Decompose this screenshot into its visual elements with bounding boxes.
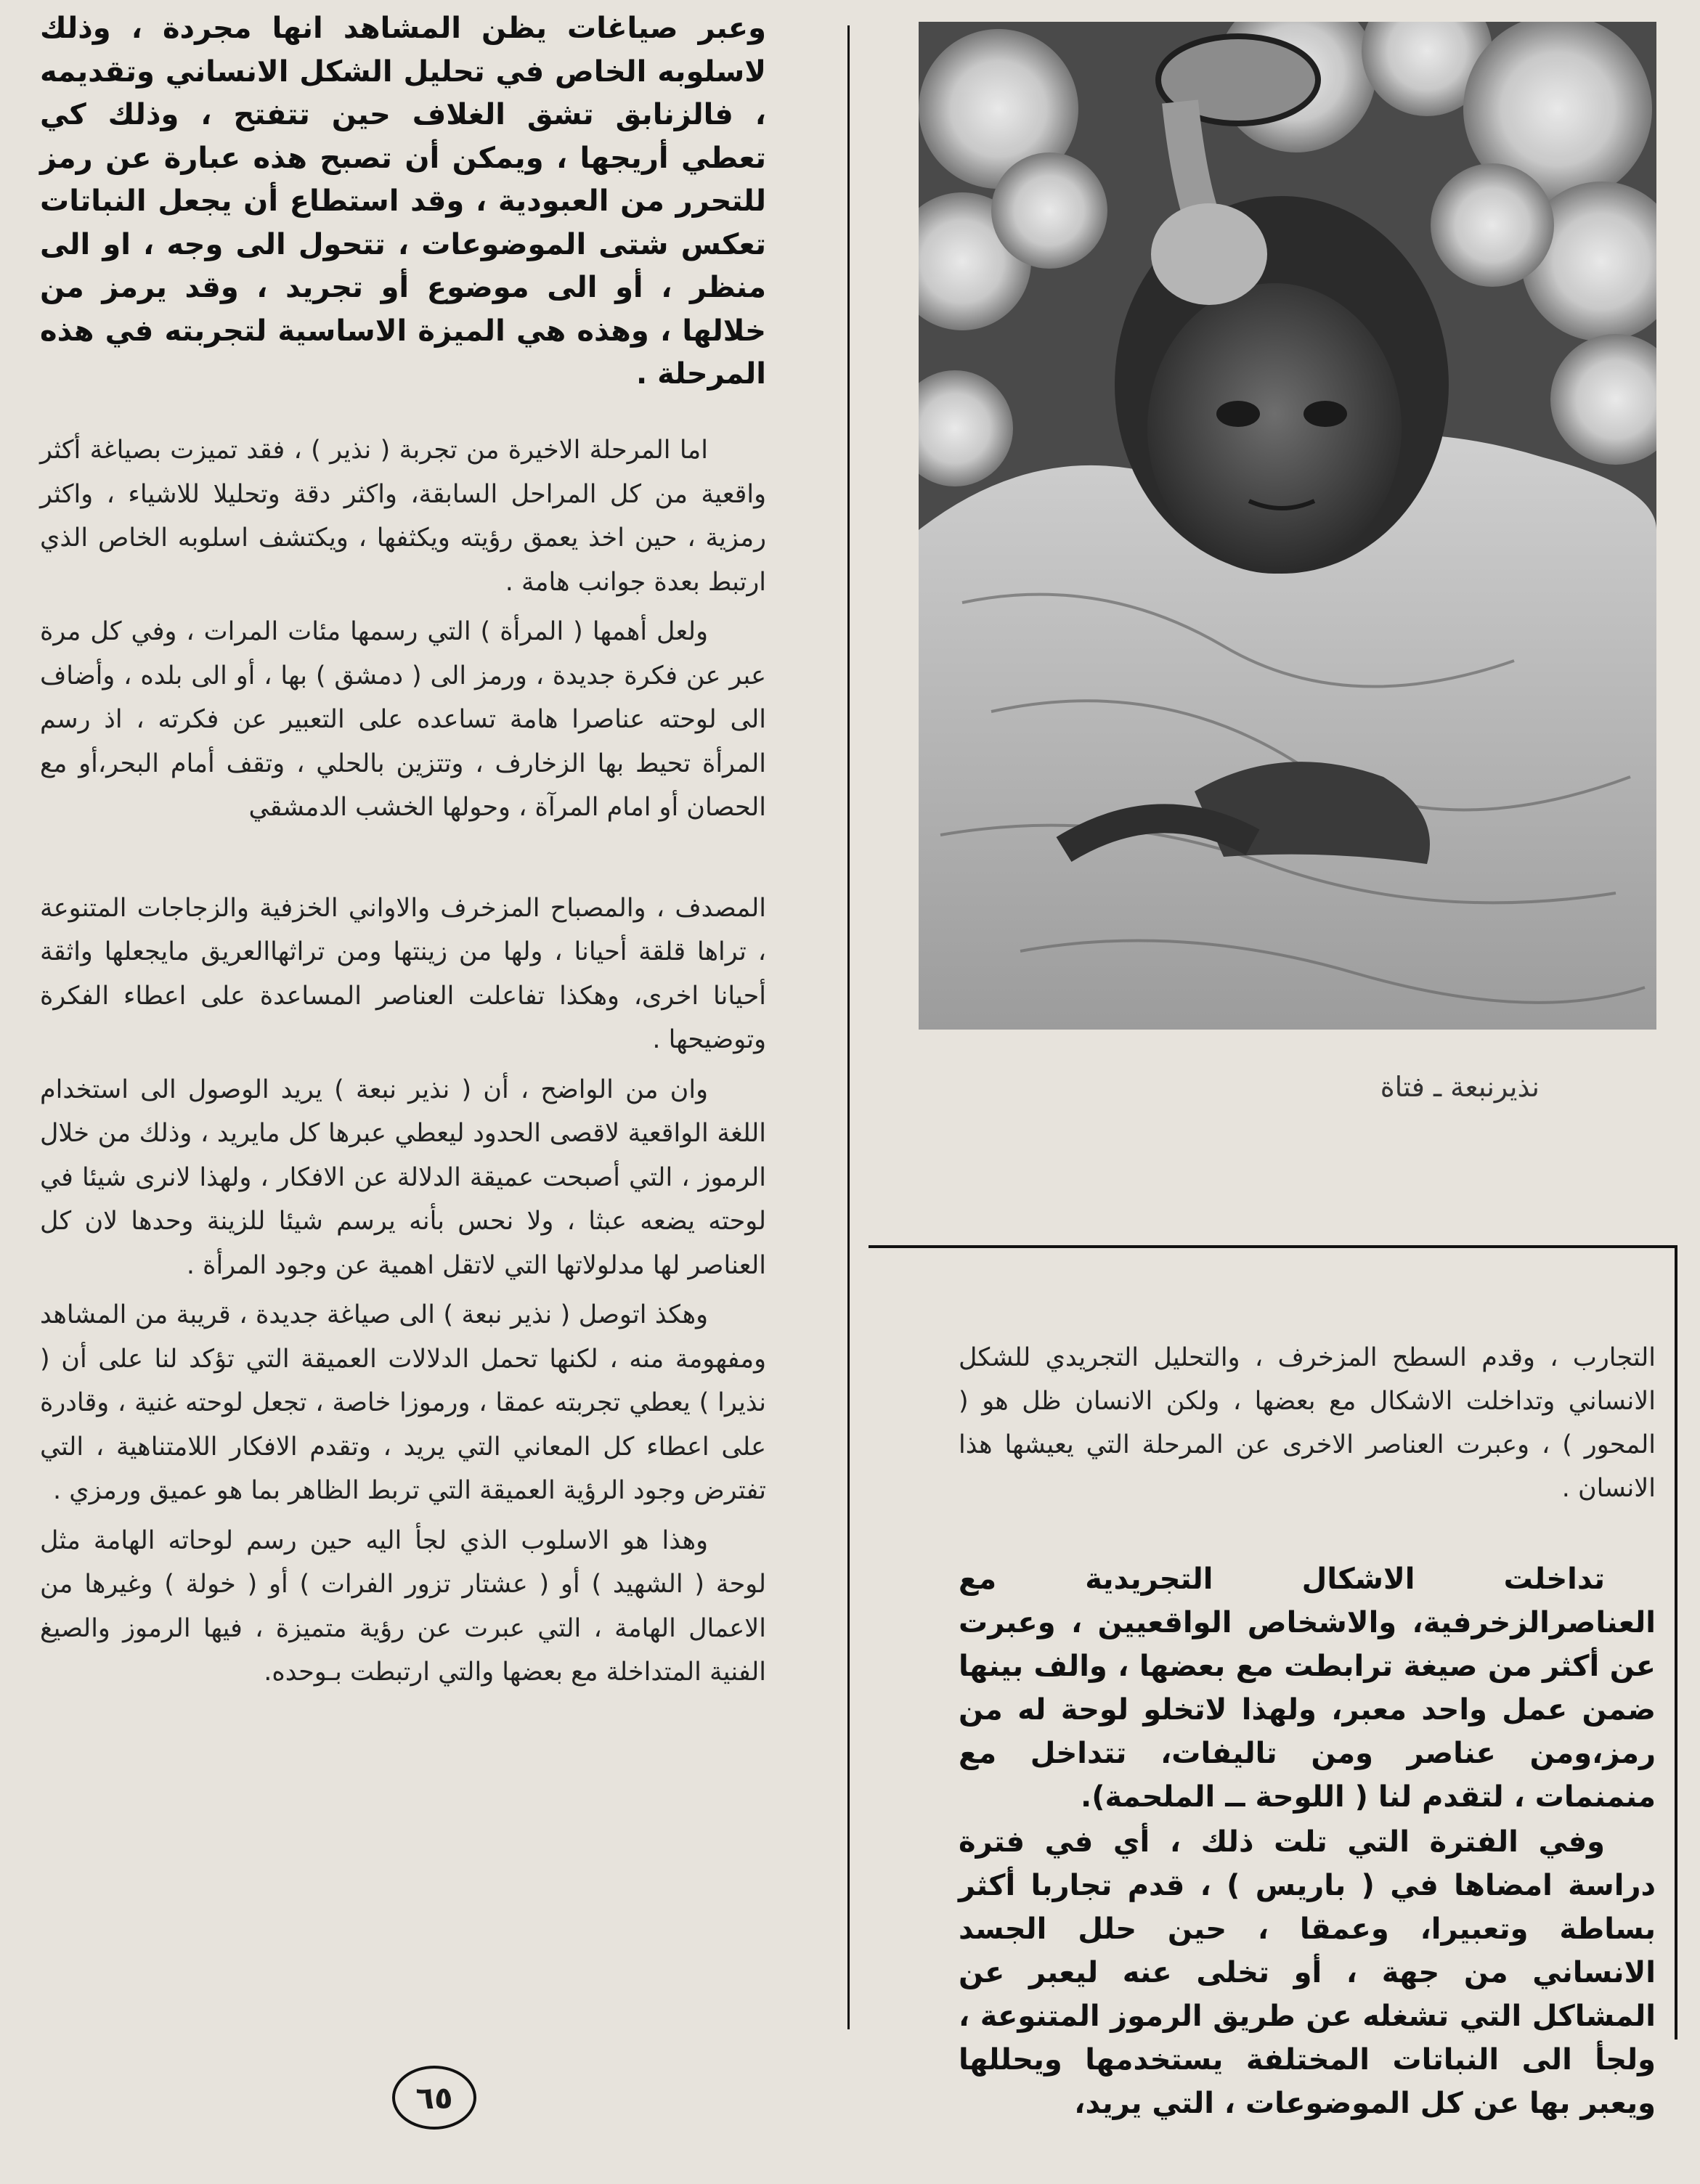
bold-intro-paragraph: وعبر صياغات يظن المشاهد انها مجردة ، وذلك لاسلوبه الخاص في تحليل الشكل الانساني وتقديمه ، فالزنابق تشق الغلاف حين تتفتح ، وذلك كي تعطي أريجها ، ويمكن أن تصبح هذه عبارة عن رمز للتحرر من العبودية ، وقد استطاع أن يجعل النباتات تعكس شتى الموضوعات ، تتحول الى وجه ، او الى منظر ، أو الى موضوع أو تجريد ، وقد يرمز من خلالها ، وهذه هي الميزة الاساسية لتجربته في هذه المرحلة .	[40, 12, 766, 391]
paragraph-last-phase: اما المرحلة الاخيرة من تجربة ( نذير ) ، فقد تميزت بصياغة أكثر واقعية من كل المراحل السابقة، واكثر دقة وتحليلا للاشياء ، واكثر رمزية ، حين اخذ يعمق رؤيته ويكثفها ، ويكتشف اسلوبه الخاص الذي ارتبط بعدة جوانب هامة .	[40, 436, 766, 597]
left-bold-section	[959, 1557, 1656, 2127]
paragraph-paris-period: وفي الفترة التي تلت ذلك ، أي في فترة دراسة امضاها في ( باريس ) ، قدم تجاربا أكثر بساطة وتعبيرا، وعمقا ، حين حلل الجسد الانساني من جهة ، أو تخلى عنه ليعبر عن المشاكل التي تشغله عن طريق الرموز المتنوعة ، ولجأ الى النباتات المختلفة يستخدمها ويحللها ويعبر بها عن كل الموضوعات ، التي يريد،	[959, 1825, 1656, 2120]
article-body-right	[40, 428, 766, 1700]
painting-girl-image	[919, 22, 1656, 1030]
paragraph-woman: ولعل أهمها ( المرأة ) التي رسمها مئات المرات ، وفي كل مرة عبر عن فكرة جديدة ، ورمز الى ( دمشق ) بها ، أو الى بلده ، وأضاف الى لوحته عناصرا هامة تساعده على التعبير عن فكرته ، اذ رسم المرأة تحيط بها الزخارف ، وتتزين بالحلي ، وتقف أمام البحر،أو مع الحصان أو امام المرآة ، وحولها الخشب الدمشقي	[40, 617, 766, 822]
paragraph-new-form: وهكذ اتوصل ( نذير نبعة ) الى صياغة جديدة ، قريبة من المشاهد ومفهومة منه ، لكنها تحمل الدلالات العميقة التي تؤكد لنا على أن ( نذيرا ) يعطي تجربته عمقا ، ورموزا خاصة ، تجعل لوحته غنية ، وقادرة على اعطاء كل المعاني التي يريد ، وتقدم الافكار اللامتناهية ، التي تفترض وجود الرؤية العميقة التي تربط الظاهر بما هو عميق ورمزي .	[40, 1300, 766, 1505]
left-light-paragraph: التجارب ، وقدم السطح المزخرف ، والتحليل التجريدي للشكل الانساني وتداخلت الاشكال مع بعضها ، ولكن الانسان ظل هو ( المحور ) ، وعبرت العناصر الاخرى عن المرحلة التي يعيشها هذا الانسان .	[959, 1343, 1656, 1503]
page-number: ٦٥	[392, 2066, 476, 2130]
paragraph-abstract-forms: تداخلت الاشكال التجريدية مع العناصرالزخرفية، والاشخاص الواقعيين ، وعبرت عن أكثر من صيغة ترابطت مع بعضها ، والف بينها ضمن عمل واحد معبر، ولهذا لاتخلو لوحة له من رمز،ومن عناصر ومن تاليفات، تتداخل مع منمنمات ، لتقدم لنا ( اللوحة ــ الملحمة).	[959, 1562, 1656, 1814]
paragraph-ornaments: المصدف ، والمصباح المزخرف والاواني الخزفية والزجاجات المتنوعة ، تراها قلقة أحيانا ، ولها من زينتها ومن تراثهاالعريق مايجعلها واثقة أحيانا اخرى، وهكذا تفاعلت العناصر المساعدة على اعطاء الفكرة وتوضيحها .	[40, 893, 766, 1054]
column-divider	[847, 25, 850, 2029]
paragraph-style: وهذا هو الاسلوب الذي لجأ اليه حين رسم لوحاته الهامة مثل لوحة ( الشهيد ) أو ( عشتار تزور الفرات ) أو ( خولة ) وغيرها من الاعمال الهامة ، التي عبرت عن رؤية متميزة ، فيها الرموز والصيغ الفنية المتداخلة مع بعضها والتي ارتبطت بـوحده.	[40, 1525, 766, 1687]
paragraph-realism: وان من الواضح ، أن ( نذير نبعة ) يريد الوصول الى استخدام اللغة الواقعية لاقصى الحدود ليعطي عبرها كل مايريد ، وذلك من خلال الرموز ، التي أصبحت عميقة الدلالة عن الافكار ، ولهذا لانرى شيئا في لوحته يضعه عبثا ، ولا نحس بأنه يرسم شيئا للزينة وحدها لان كل العناصر لها مدلولاتها التي لاتقل اهمية عن وجود المرأة .	[40, 1075, 766, 1280]
painting-caption: نذيرنبعة ـ فتاة	[1380, 1071, 1540, 1103]
